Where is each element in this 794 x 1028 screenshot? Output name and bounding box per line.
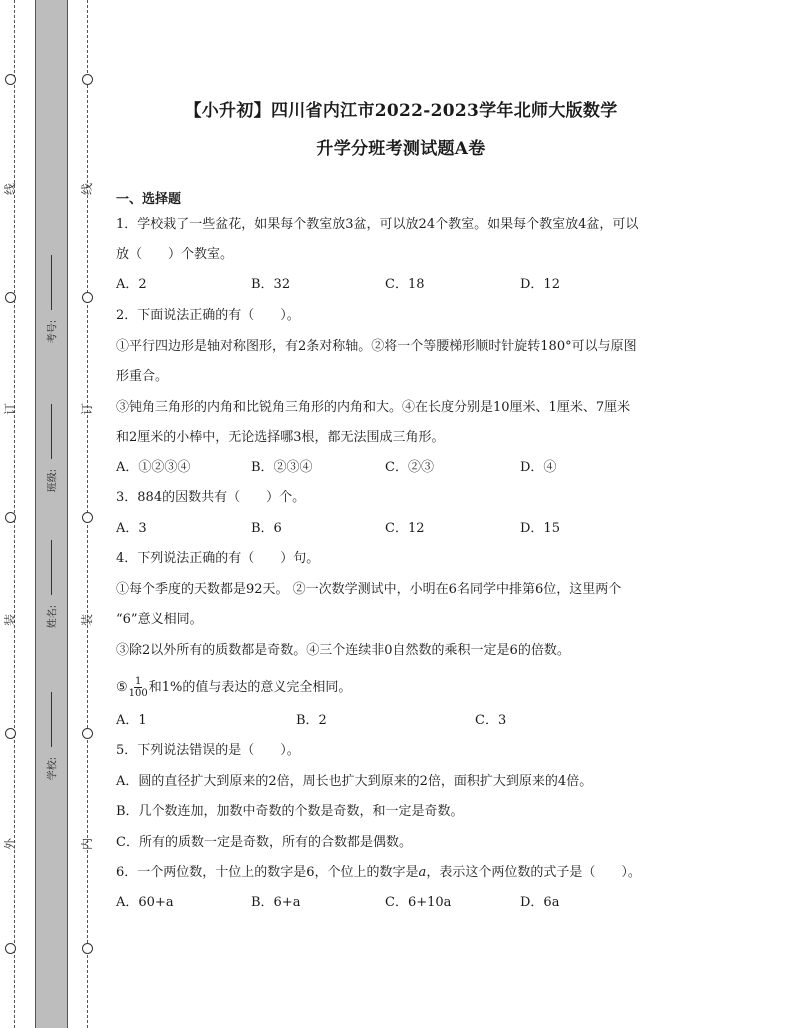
q4-stem: 4．下列说法正确的有（ ）句。 <box>116 551 320 566</box>
q1-stem-line1: 1．学校栽了一些盆花，如果每个教室放3盆，可以放24个教室。如果每个教室放4盆，可以 <box>116 217 639 232</box>
outer-char-wai: 外 <box>3 837 18 851</box>
q6-stem-pre: 6．一个两位数，十位上的数字是6，个位上的数字是 <box>116 865 419 880</box>
q1-option-a[interactable]: A．2 <box>116 277 147 292</box>
q3-option-b[interactable]: B．6 <box>251 521 282 536</box>
exam-title-line1: 【小升初】四川省内江市2022-2023学年北师大版数学 <box>184 101 618 121</box>
q5-option-a[interactable]: A．圆的直径扩大到原来的2倍，周长也扩大到原来的2倍，面积扩大到原来的4倍。 <box>116 774 593 789</box>
outer-char-ding: 订 <box>3 402 18 416</box>
field-label: 考号: <box>47 319 59 344</box>
q2-stem: 2．下面说法正确的有（ ）。 <box>116 308 300 323</box>
q5-option-c[interactable]: C．所有的质数一定是奇数，所有的合数都是偶数。 <box>116 835 412 850</box>
outer-char-xian: 线 <box>3 182 18 196</box>
section-heading: 一、选择题 <box>116 192 182 207</box>
inner-char-zhuang: 装 <box>80 613 95 627</box>
outer-char-zhuang: 装 <box>3 613 18 627</box>
inner-char-ding: 订 <box>80 402 95 416</box>
q1-option-d[interactable]: D．12 <box>520 277 560 292</box>
binding-hole <box>82 74 93 85</box>
q6-stem <box>116 865 641 881</box>
fraction-denominator: 100 <box>128 688 148 699</box>
q5-stem: 5．下列说法错误的是（ ）。 <box>116 743 300 758</box>
q3-stem: 3．884的因数共有（ ）个。 <box>116 490 306 505</box>
fraction-numerator: 1 <box>135 676 142 687</box>
q5-option-b[interactable]: B．几个数连加，加数中奇数的个数是奇数，和一定是奇数。 <box>116 804 464 819</box>
field-line <box>51 540 52 595</box>
q6-stem-post: ，表示这个两位数的式子是（ ）。 <box>426 865 641 880</box>
q4-option-a[interactable]: A．1 <box>116 713 147 728</box>
q4-statement1-line2: “6”意义相同。 <box>116 612 203 627</box>
q2-statement2-line2: 和2厘米的小棒中，无论选择哪3根，都无法围成三角形。 <box>116 430 445 445</box>
q2-option-b[interactable]: B．②③④ <box>251 460 313 475</box>
q4-statement1-line1: ①每个季度的天数都是92天。 ②一次数学测试中，小明在6名同学中排第6位，这里两个 <box>116 582 622 597</box>
q3-option-d[interactable]: D．15 <box>520 521 560 536</box>
info-strip <box>35 0 68 1028</box>
q2-statement1-line2: 形重合。 <box>116 369 169 384</box>
binding-hole <box>5 728 16 739</box>
q1-stem-line2: 放（ ）个教室。 <box>116 247 234 262</box>
field-line <box>51 692 52 747</box>
q1-option-c[interactable]: C．18 <box>385 277 425 292</box>
field-label: 班级: <box>47 468 59 493</box>
q6-option-c[interactable]: C．6+10a <box>385 895 452 910</box>
binding-hole <box>5 943 16 954</box>
q4-statement3-suffix: 和1%的值与表达的意义完全相同。 <box>148 680 352 695</box>
fraction <box>129 676 148 699</box>
binding-margin <box>0 0 100 1028</box>
q3-option-c[interactable]: C．12 <box>385 521 425 536</box>
field-line <box>51 404 52 459</box>
binding-hole <box>82 512 93 523</box>
inner-char-nei: 内 <box>80 837 95 851</box>
binding-hole <box>5 512 16 523</box>
q2-option-a[interactable]: A．①②③④ <box>116 460 191 475</box>
q3-option-a[interactable]: A．3 <box>116 521 147 536</box>
field-line <box>51 255 52 310</box>
q6-option-d[interactable]: D．6a <box>520 895 560 910</box>
q6-option-b[interactable]: B．6+a <box>251 895 301 910</box>
q4-statement3-prefix: ⑤ <box>116 680 128 695</box>
q2-statement2-line1: ③钝角三角形的内角和比锐角三角形的内角和大。④在长度分别是10厘米、1厘米、7厘米 <box>116 400 631 415</box>
q1-option-b[interactable]: B．32 <box>251 277 291 292</box>
field-label: 姓名: <box>47 604 59 629</box>
q4-option-c[interactable]: C．3 <box>475 713 507 728</box>
binding-hole <box>5 74 16 85</box>
field-name[interactable] <box>36 540 66 629</box>
q2-statement1-line1: ①平行四边形是轴对称图形，有2条对称轴。②将一个等腰梯形顺时针旋转180°可以与原图 <box>116 339 637 354</box>
q6-option-a[interactable]: A．60+a <box>116 895 174 910</box>
q2-option-d[interactable]: D．④ <box>520 460 557 475</box>
binding-hole <box>82 728 93 739</box>
field-exam-number[interactable] <box>36 255 66 344</box>
binding-hole <box>5 292 16 303</box>
field-label: 学校: <box>47 756 59 781</box>
q2-option-c[interactable]: C．②③ <box>385 460 434 475</box>
exam-title-line2: 升学分班考测试题A卷 <box>316 139 486 159</box>
inner-char-xian: 线 <box>80 182 95 196</box>
q4-option-b[interactable]: B．2 <box>296 713 327 728</box>
binding-hole <box>82 943 93 954</box>
q4-statement2: ③除2以外所有的质数都是奇数。④三个连续非0自然数的乘积一定是6的倍数。 <box>116 643 570 658</box>
field-class[interactable] <box>36 404 66 493</box>
field-school[interactable] <box>36 692 66 781</box>
binding-hole <box>82 292 93 303</box>
q4-statement3 <box>116 676 351 699</box>
q6-variable: a <box>418 865 427 880</box>
